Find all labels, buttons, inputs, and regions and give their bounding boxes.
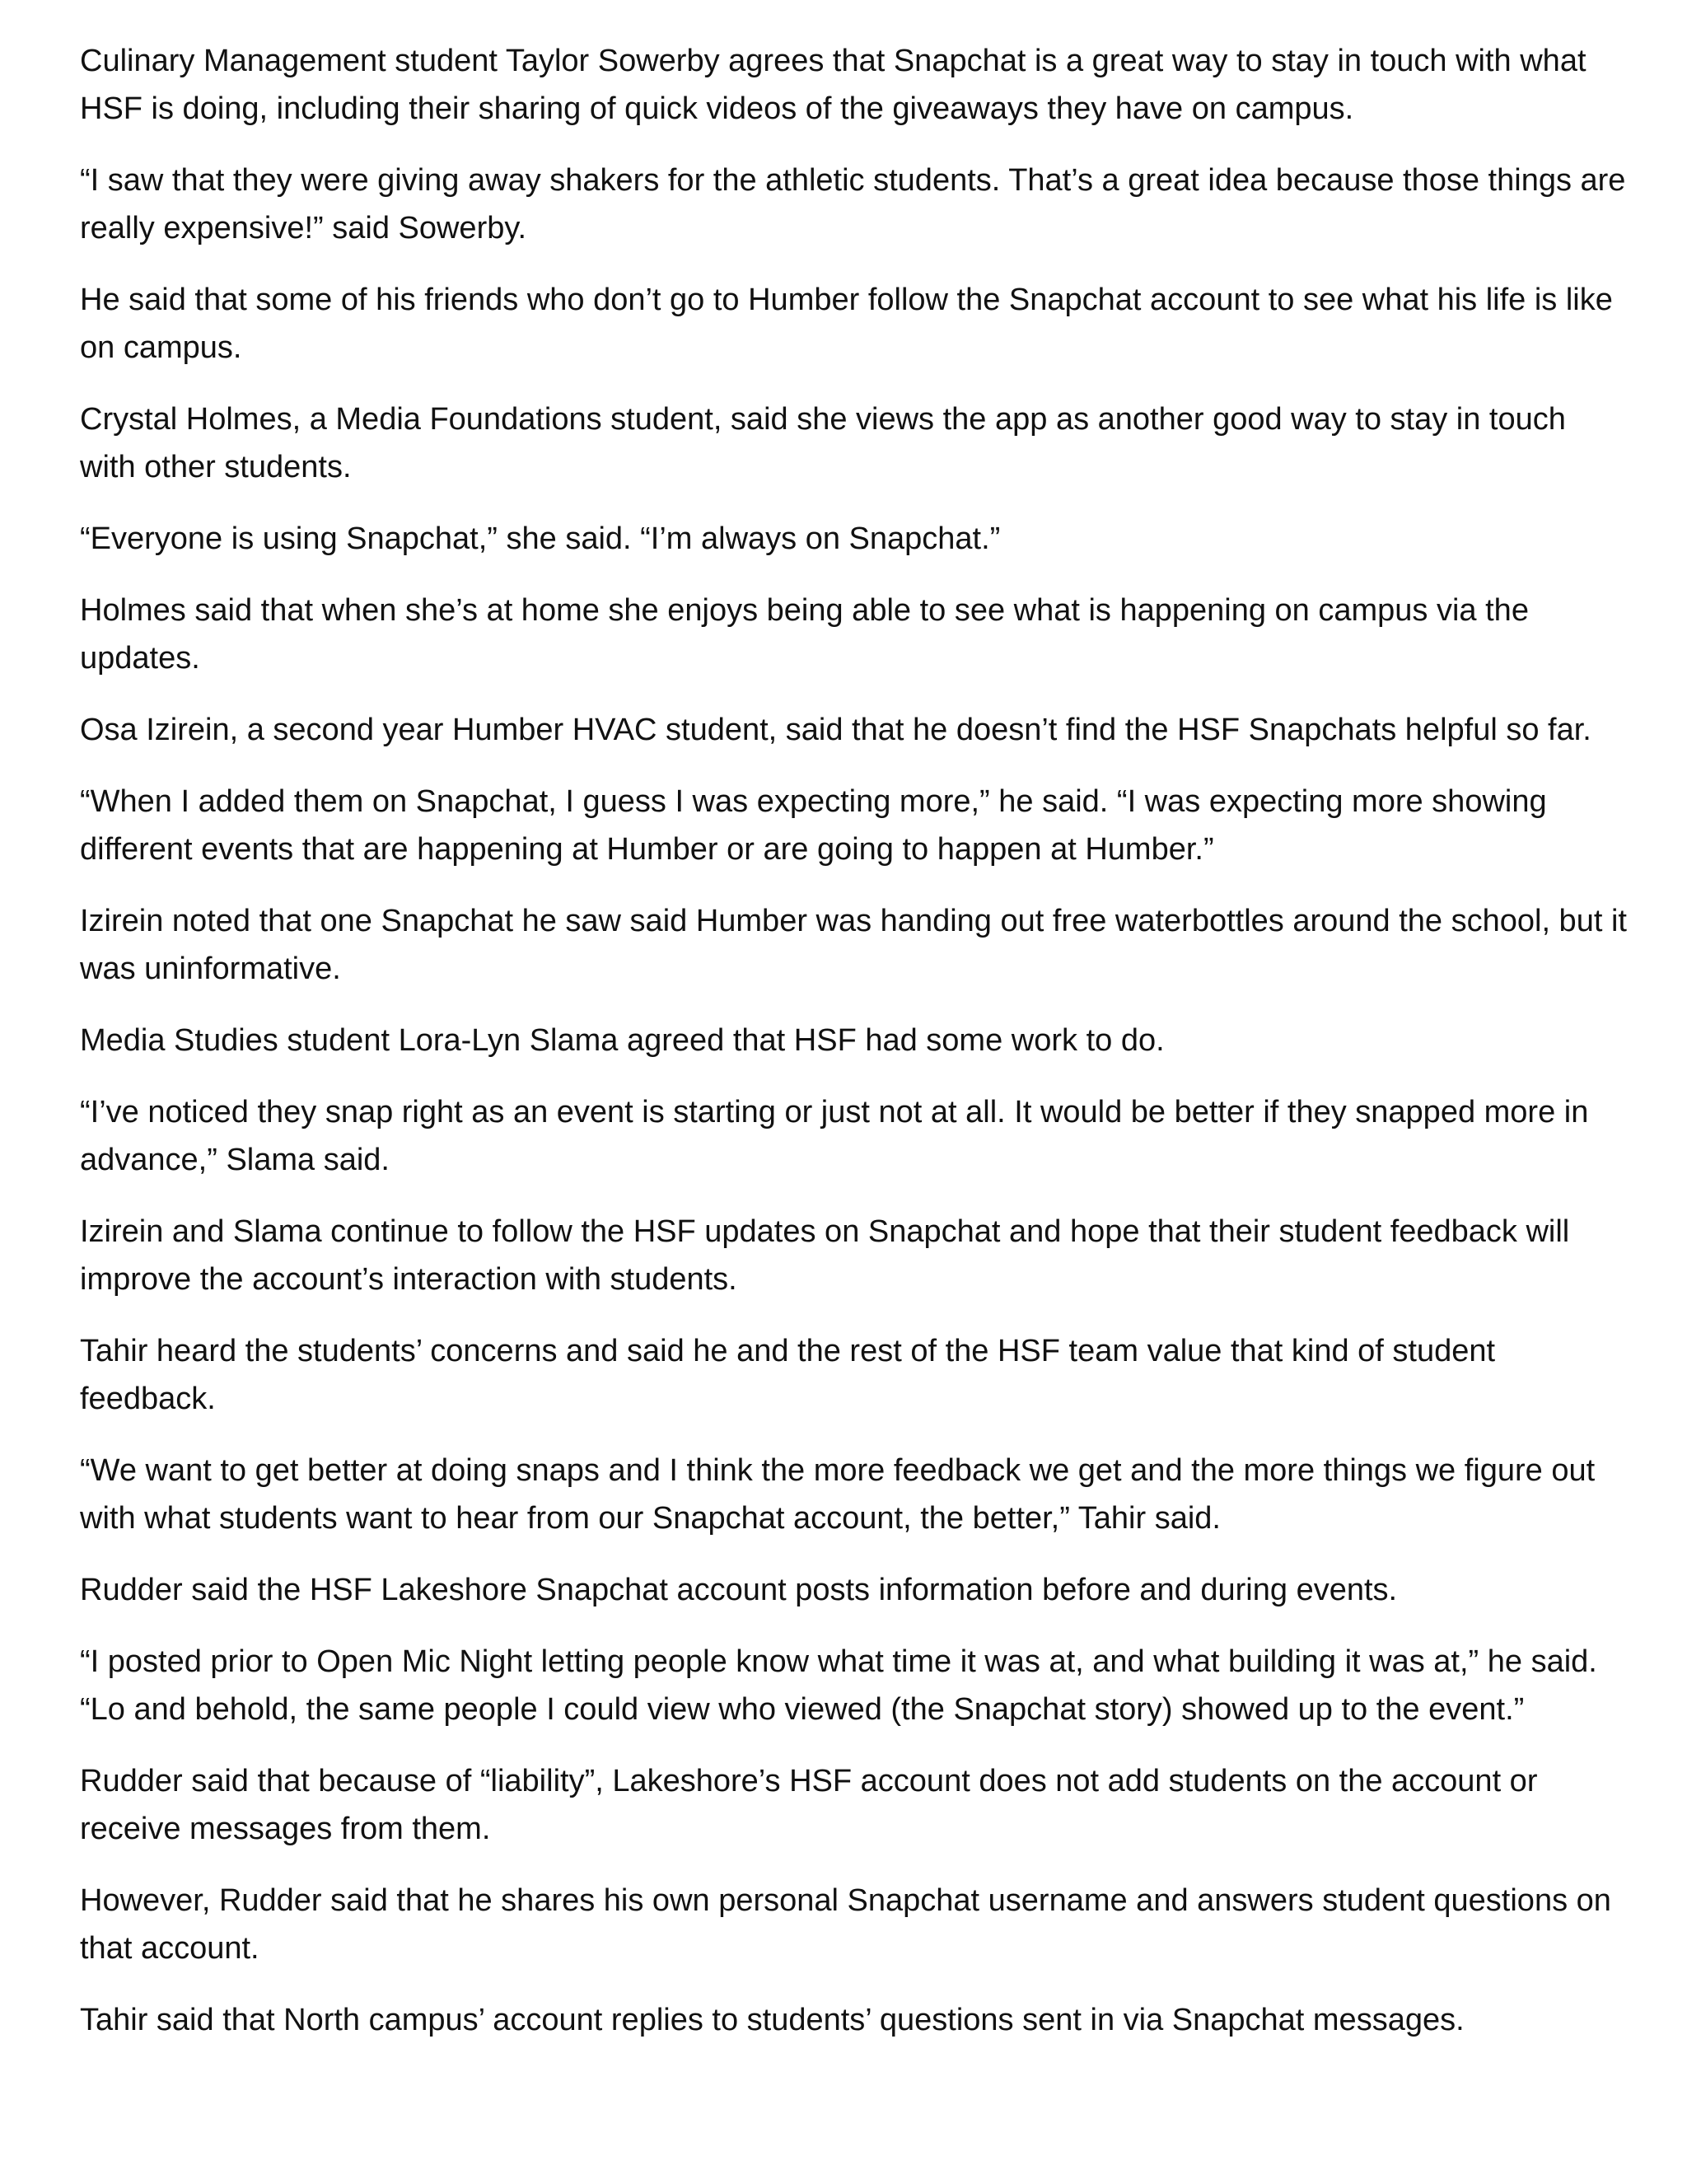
paragraph: “Everyone is using Snapchat,” she said. “I’m always on Snapchat.” bbox=[80, 521, 1001, 556]
paragraph: Izirein noted that one Snapchat he saw said Humber was handing out free waterbottles around the school, but it was uninformative. bbox=[80, 904, 1627, 986]
paragraph: “We want to get better at doing snaps and I think the more feedback we get and the more things we figure out with what students want to hear from our Snapchat account, the better,” Tahir said. bbox=[80, 1453, 1596, 1536]
paragraph: “I posted prior to Open Mic Night letting people know what time it was at, and what building it was at,” he said. “Lo and behold, the same people I could view who viewed (the Snapchat story) showed up to the event.” bbox=[80, 1644, 1597, 1727]
paragraph: Izirein and Slama continue to follow the HSF updates on Snapchat and hope that their student feedback will improve the account’s interaction with students. bbox=[80, 1214, 1570, 1297]
paragraph: Crystal Holmes, a Media Foundations student, said she views the app as another good way to stay in touch with other students. bbox=[80, 402, 1566, 484]
paragraph: He said that some of his friends who don’t go to Humber follow the Snapchat account to see what his life is like on campus. bbox=[80, 283, 1613, 365]
paragraph: Osa Izirein, a second year Humber HVAC student, said that he doesn’t find the HSF Snapchats helpful so far. bbox=[80, 713, 1591, 747]
paragraph: Holmes said that when she’s at home she enjoys being able to see what is happening on campus via the updates. bbox=[80, 593, 1529, 676]
paragraph: Tahir heard the students’ concerns and said he and the rest of the HSF team value that kind of student feedback. bbox=[80, 1334, 1496, 1416]
paragraph: “When I added them on Snapchat, I guess I was expecting more,” he said. “I was expecting more showing different events that are happening at Humber or are going to happen at Humber.” bbox=[80, 784, 1547, 867]
paragraph: “I’ve noticed they snap right as an event is starting or just not at all. It would be better if they snapped more in advance,” Slama said. bbox=[80, 1095, 1589, 1177]
paragraph: Rudder said that because of “liability”, Lakeshore’s HSF account does not add students on the account or receive messages from them. bbox=[80, 1764, 1538, 1846]
paragraph: Tahir said that North campus’ account replies to students’ questions sent in via Snapchat messages. bbox=[80, 2003, 1465, 2037]
paragraph: Rudder said the HSF Lakeshore Snapchat account posts information before and during events. bbox=[80, 1573, 1398, 1607]
paragraph: “I saw that they were giving away shakers for the athletic students. That’s a great idea because those things are really expensive!” said Sowerby. bbox=[80, 163, 1626, 246]
article-body bbox=[80, 37, 1629, 2068]
paragraph: Culinary Management student Taylor Sowerby agrees that Snapchat is a great way to stay in touch with what HSF is doing, including their sharing of quick videos of the giveaways they have on campus. bbox=[80, 44, 1587, 126]
paragraph: However, Rudder said that he shares his own personal Snapchat username and answers student questions on that account. bbox=[80, 1883, 1611, 1966]
paragraph: Media Studies student Lora-Lyn Slama agreed that HSF had some work to do. bbox=[80, 1023, 1165, 1058]
